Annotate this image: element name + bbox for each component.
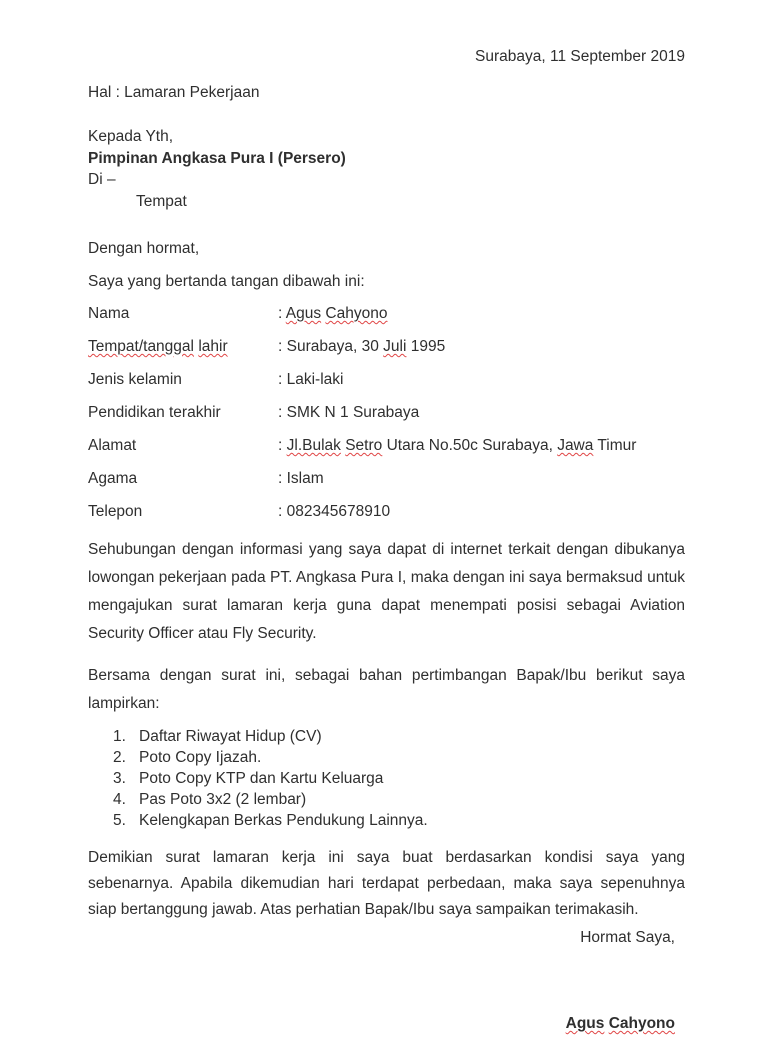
plain-text: Utara No.50c Surabaya, [382,437,558,454]
plain-text: SMK N 1 Surabaya [286,404,420,421]
plain-text: : [278,371,287,388]
signoff-block [88,927,685,1035]
spellcheck-marked-text: Tempat/tanggal [88,338,194,355]
attachment-item [113,726,685,747]
personal-data-row [88,468,685,490]
recipient-name: Pimpinan Angkasa Pura I (Persero) [88,149,346,167]
recipient-place: Tempat [136,192,187,210]
plain-text: Telepon [88,503,143,520]
plain-text: Alamat [88,437,137,454]
attachment-item [113,810,685,831]
attachment-text: Kelengkapan Berkas Pendukung Lainnya. [139,812,428,829]
personal-data-value [278,468,685,490]
personal-data-row [88,369,685,391]
attachment-item [113,768,685,789]
plain-text: Agama [88,470,138,487]
body-paragraph-1: Sehubungan dengan informasi yang saya dapat di internet terkait dengan dibukanya lowongan pekerjaan pada PT. Angkasa Pura I, maka dengan ini saya bermaksud untuk mengajukan surat lamaran kerja guna dapat menempati posisi sebagai Aviation Security Officer atau Fly Security. [88,541,685,642]
attachment-number: 3. [113,770,126,787]
spellcheck-marked-text: Cahyono [608,1015,675,1032]
attachment-item [113,789,685,810]
attachments-list [88,726,685,831]
personal-data-value [278,369,685,391]
spellcheck-marked-text: Agus [285,305,322,322]
spellcheck-marked-text: Jl.Bulak [286,437,341,454]
plain-text: 1995 [406,338,446,355]
personal-data-label [88,468,278,490]
attachment-number: 1. [113,728,126,745]
plain-text: Jenis kelamin [88,371,182,388]
personal-data-label [88,336,278,358]
greeting: Dengan hormat, [88,240,200,257]
personal-data-value [278,336,685,358]
plain-text: Pendidikan terakhir [88,404,221,421]
recipient-block [88,126,685,212]
date-line: Surabaya, 11 September 2019 [475,48,685,65]
personal-data-row [88,435,685,457]
spellcheck-marked-text: Cahyono [325,305,388,322]
plain-text: : [278,503,287,520]
plain-text: Islam [286,470,324,487]
personal-data-label [88,435,278,457]
plain-text: Laki-laki [286,371,344,388]
plain-text: : [278,338,287,355]
plain-text: Surabaya, 30 [286,338,384,355]
personal-data-value [278,303,685,325]
body-paragraph-2: Bersama dengan surat ini, sebagai bahan pertimbangan Bapak/Ibu berikut saya lampirkan: [88,667,685,712]
plain-text: Nama [88,305,130,322]
closing-paragraph: Demikian surat lamaran kerja ini saya buat berdasarkan kondisi saya yang sebenarnya. Apabila dikemudian hari terdapat perbedaan, maka saya sepenuhnya siap bertanggung jawab. Atas perhatian Bapak/Ibu saya sampaikan terimakasih. [88,849,685,918]
plain-text: : [278,437,287,454]
sign-off: Hormat Saya, [580,929,675,946]
plain-text: : [278,470,287,487]
plain-text: : [278,305,286,322]
personal-data-label [88,402,278,424]
plain-text: : [278,404,287,421]
attachment-text: Poto Copy KTP dan Kartu Keluarga [139,770,384,787]
attachment-text: Poto Copy Ijazah. [139,749,262,766]
recipient-salutation: Kepada Yth, [88,128,174,145]
spellcheck-marked-text: Agus [565,1015,605,1032]
personal-data-value [278,402,685,424]
personal-data-row [88,501,685,523]
signature-name [566,1013,675,1035]
personal-data-label [88,369,278,391]
attachment-item [113,747,685,768]
personal-data-row [88,402,685,424]
personal-data-label [88,303,278,325]
attachment-text: Pas Poto 3x2 (2 lembar) [139,791,307,808]
intro-line: Saya yang bertanda tangan dibawah ini: [88,273,365,290]
personal-data-label [88,501,278,523]
attachment-number: 4. [113,791,126,808]
personal-data-row [88,303,685,325]
spellcheck-marked-text: Juli [383,338,407,355]
personal-data-row [88,336,685,358]
personal-data-table [88,303,685,523]
plain-text: 082345678910 [286,503,391,520]
spellcheck-marked-text: Jawa [557,437,594,454]
attachment-number: 2. [113,749,126,766]
spellcheck-marked-text: lahir [198,338,228,355]
personal-data-value [278,501,685,523]
personal-data-value [278,435,685,457]
attachment-number: 5. [113,812,126,829]
spellcheck-marked-text: Setro [345,437,383,454]
recipient-di-line: Di – [88,171,116,188]
plain-text: Timur [593,437,637,454]
subject-line: Hal : Lamaran Pekerjaan [88,84,260,101]
attachment-text: Daftar Riwayat Hidup (CV) [139,728,322,745]
